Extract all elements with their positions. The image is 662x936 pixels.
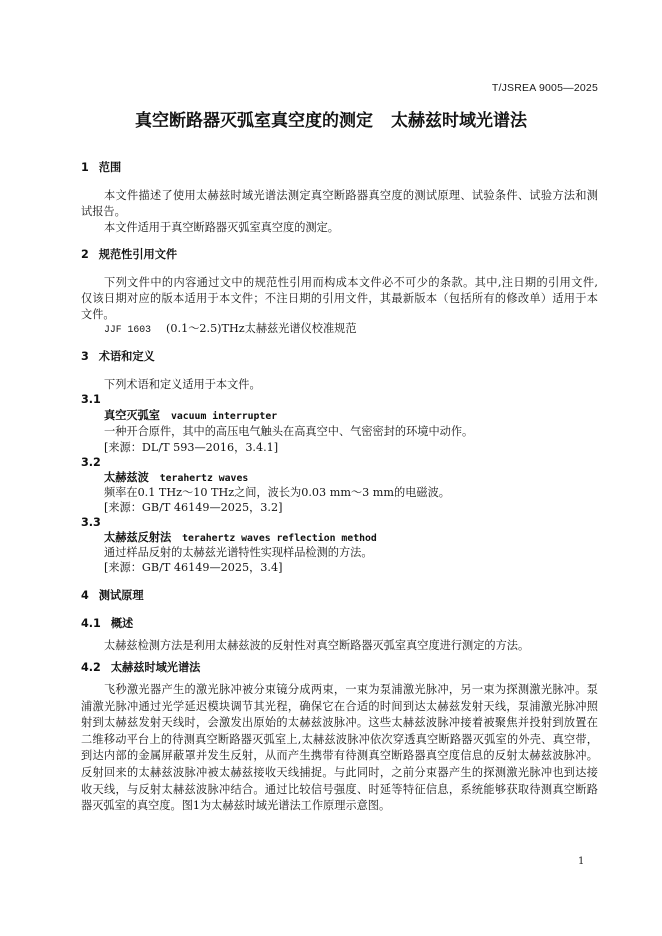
paragraph-line: 反射回来的太赫兹波脉冲被太赫兹接收天线捕捉。与此同时，之前分束器产生的探测激光脉冲也到达接 — [81, 765, 598, 779]
term-number: 3.1 — [81, 393, 101, 406]
document-title: 真空断路器灭弧室真空度的测定 太赫兹时域光谱法 — [135, 111, 527, 131]
term-name — [104, 470, 598, 486]
paragraph-line: 收天线，与反射太赫兹波脉冲结合。通过比较信号强度、时延等特征信息，系统能够获取待测真空断路 — [81, 782, 598, 796]
term-chinese: 太赫兹反射法 — [104, 531, 172, 544]
section-heading — [81, 349, 598, 365]
page-number: 1 — [578, 856, 585, 867]
paragraph-line: 试报告。 — [81, 205, 126, 218]
reference-code: JJF 1603 — [104, 324, 152, 335]
term-name — [104, 408, 598, 424]
section-number: 1 — [81, 161, 89, 174]
term-source: [来源：GB/T 46149—2025，3.4] — [104, 561, 283, 574]
paragraph-line: 二维移动平台上的待测真空断路器灭弧室上,太赫兹波脉冲依次穿透真空断路器灭弧室的外壳、真空带， — [81, 732, 598, 746]
term-english: terahertz waves — [159, 473, 249, 484]
document-number: T/JSREA 9005—2025 — [491, 82, 598, 94]
subsection-number: 4.2 — [81, 661, 101, 674]
section-title: 规范性引用文件 — [98, 248, 178, 261]
section-heading — [81, 160, 598, 176]
term-chinese: 太赫兹波 — [104, 471, 149, 484]
term-number: 3.3 — [81, 516, 101, 529]
principle-paragraph — [81, 682, 598, 815]
paragraph-line: 器灭弧室的真空度。图1为太赫兹时域光谱法工作原理示意图。 — [81, 799, 391, 813]
paragraph-line: 射到太赫兹发射天线时，会激发出原始的太赫兹波脉冲。这些太赫兹波脉冲接着被聚焦并投射到放置在 — [81, 716, 598, 730]
term-definition: 一种开合原件，其中的高压电气触头在高真空中、气密密封的环境中动作。 — [104, 425, 474, 438]
reference-title: (0.1～2.5)THz太赫兹光谱仪校准规范 — [166, 322, 357, 335]
paragraph-line: 文件。 — [81, 308, 115, 321]
paragraph-line: 本文件适用于真空断路器灭弧室真空度的测定。 — [104, 221, 339, 234]
section-heading — [81, 247, 598, 263]
paragraph-line: 下列文件中的内容通过文中的规范性引用而构成本文件必不可少的条款。其中,注日期的引用文件, — [104, 276, 598, 289]
term-name — [104, 530, 598, 546]
paragraph-line: 本文件描述了使用太赫兹时域光谱法测定真空断路器真空度的测试原理、试验条件、试验方法和测 — [104, 189, 598, 202]
terms-intro: 下列术语和定义适用于本文件。 — [104, 378, 261, 391]
subsection-number: 4.1 — [81, 617, 101, 630]
paragraph-line: 仅该日期对应的版本适用于本文件；不注日期的引用文件，其最新版本（包括所有的修改单）适用于本 — [81, 292, 598, 305]
paragraph-line: 太赫兹检测方法是利用太赫兹波的反射性对真空断路器灭弧室真空度进行测定的方法。 — [104, 639, 530, 652]
subsection-heading — [81, 616, 598, 632]
term-source: [来源：DL/T 593—2016，3.4.1] — [104, 441, 279, 454]
term-source: [来源：GB/T 46149—2025，3.2] — [104, 501, 283, 514]
section-heading — [81, 588, 598, 604]
section-number: 4 — [81, 589, 89, 602]
paragraph-line: 飞秒激光器产生的激光脉冲被分束镜分成两束，一束为泵浦激光脉冲，另一束为探测激光脉冲。泵 — [104, 683, 598, 696]
section-title: 测试原理 — [98, 589, 144, 602]
section-number: 2 — [81, 248, 89, 261]
term-chinese: 真空灭弧室 — [104, 409, 160, 422]
section-title: 术语和定义 — [98, 350, 155, 363]
section-title: 范围 — [98, 161, 122, 174]
reference-entry — [104, 321, 598, 337]
subsection-title: 概述 — [110, 617, 134, 630]
term-definition: 通过样品反射的太赫兹光谱特性实现样品检测的方法。 — [104, 546, 373, 559]
subsection-heading — [81, 660, 598, 676]
term-number: 3.2 — [81, 456, 101, 469]
term-english: terahertz waves reflection method — [182, 533, 377, 544]
term-definition: 频率在0.1 THz～10 THz之间，波长为0.03 mm～3 mm的电磁波。 — [104, 486, 450, 499]
section-number: 3 — [81, 350, 89, 363]
paragraph-line: 到达内部的金属屏蔽罩并发生反射，从而产生携带有待测真空断路器真空度信息的反射太赫兹波脉冲。 — [81, 749, 598, 763]
term-english: vacuum interrupter — [170, 411, 278, 422]
paragraph-line: 浦激光脉冲通过光学延迟模块调节其光程，确保它在合适的时间到达太赫兹发射天线，泵浦激光脉冲照 — [81, 699, 598, 713]
subsection-title: 太赫兹时域光谱法 — [110, 661, 201, 674]
